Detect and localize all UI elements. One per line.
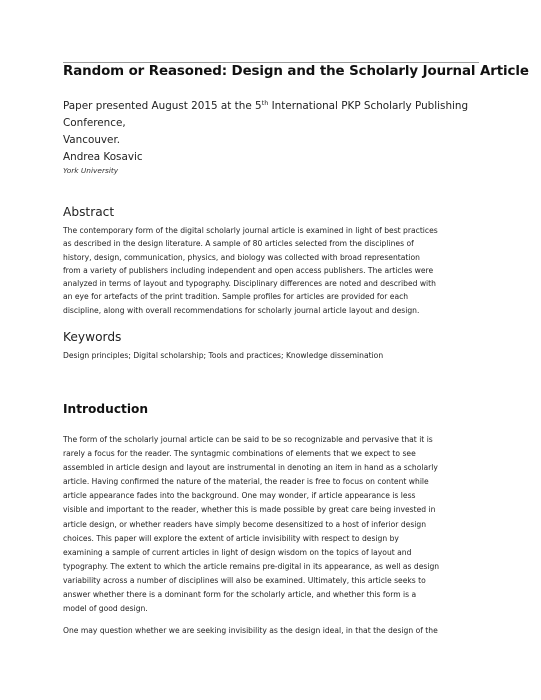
abstract-line: from a variety of publishers including independent and open access publishers. The articles were	[63, 265, 434, 275]
abstract-body	[63, 224, 473, 317]
abstract-line: discipline, along with overall recommendations for scholarly journal article layout and design.	[63, 305, 420, 315]
body-line: visible and important to the reader, whether this is made possible by great care being invested in	[63, 505, 436, 515]
presentation-note	[63, 98, 483, 149]
keywords-text: Design principles; Digital scholarship; Tools and practices; Knowledge dissemination	[63, 351, 384, 360]
body-line: variability across a number of disciplines will also be examined. Ultimately, this article seeks to	[63, 575, 426, 585]
body-line: article. Having confirmed the nature of the material, the reader is free to focus on content while	[63, 477, 429, 487]
presentation-rest: International PKP Scholarly Publishing Conference,	[63, 100, 469, 129]
body-line: model of good design.	[63, 604, 148, 614]
body-line: article design, or whether readers have simply become desensitized to a host of inferior design	[63, 519, 427, 529]
introduction-heading: Introduction	[63, 402, 149, 416]
presentation-prefix: Paper presented August 2015 at the 5	[63, 100, 262, 112]
abstract-heading: Abstract	[63, 205, 115, 219]
body-line: assembled in article design and layout are instrumental in denoting an item in hand as a scholarly	[63, 463, 438, 473]
title-rule	[63, 62, 479, 63]
abstract-line: The contemporary form of the digital scholarly journal article is examined in light of best practices	[63, 226, 438, 235]
body-line: The form of the scholarly journal article can be said to be so recognizable and pervasive that it is	[63, 435, 433, 444]
author-name: Andrea Kosavic	[63, 151, 143, 163]
body-line: examining a sample of current articles in light of design wisdom on the topics of layout and	[63, 547, 412, 557]
body-line: rarely a focus for the reader. The syntagmic combinations of elements that we expect to see	[63, 449, 416, 459]
body-line: choices. This paper will explore the extent of article invisibility with respect to design by	[63, 533, 399, 543]
author-affiliation: York University	[63, 166, 119, 175]
body-line: One may question whether we are seeking invisibility as the design ideal, in that the design of the	[63, 626, 438, 635]
keywords-list	[63, 349, 473, 362]
introduction-paragraph-2	[63, 624, 473, 638]
presentation-location: Vancouver.	[63, 134, 121, 146]
abstract-line: an eye for artefacts of the print tradition. Sample profiles for articles are provided for each	[63, 292, 409, 302]
introduction-paragraph-1	[63, 433, 473, 616]
keywords-heading: Keywords	[63, 330, 122, 344]
body-line: article appearance fades into the background. One may wonder, if article appearance is less	[63, 491, 416, 501]
ordinal-suffix: th	[261, 99, 269, 107]
abstract-line: history, design, communication, physics, and biology was collected with broad representation	[63, 252, 420, 262]
abstract-line: as described in the design literature. A sample of 80 articles selected from the disciplines of	[63, 239, 414, 249]
paper-title: Random or Reasoned: Design and the Scholarly Journal Article	[63, 64, 529, 79]
body-line: typography. The extent to which the article remains pre-digital in its appearance, as well as design	[63, 561, 440, 571]
body-line: answer whether there is a dominant form for the scholarly article, and whether this form is a	[63, 590, 417, 600]
abstract-line: analyzed in terms of layout and typography. Disciplinary differences are noted and described with	[63, 279, 436, 289]
